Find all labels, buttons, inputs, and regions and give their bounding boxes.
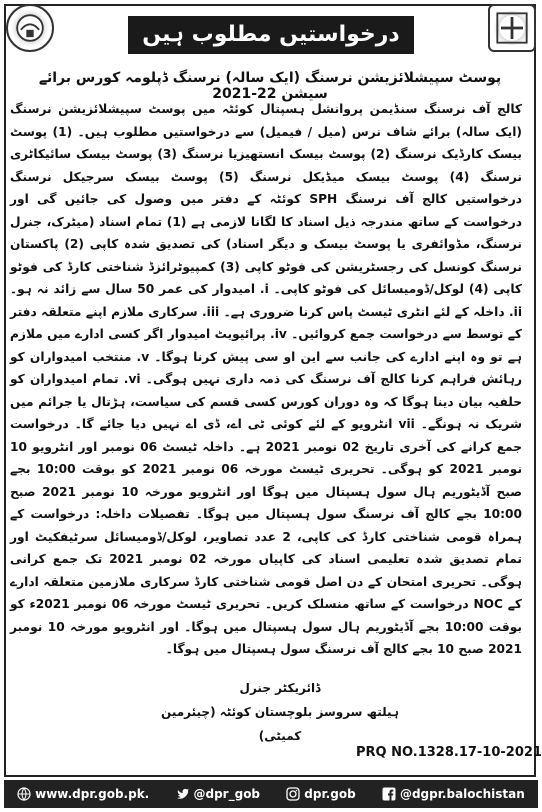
advertisement-body xyxy=(10,98,522,661)
body-paragraph: کالج آف نرسنگ سنڈیمن پروانشل ہسپتال کوئٹہ میں پوسٹ سپیشلائزیشن نرسنگ (ایک سالہ) برائے شاف نرس (میل / فیمیل) سے درخواستیں مطلوب ہیں۔ (1) پوسٹ بیسک کارڈیک نرسنگ (2) پوسٹ بیسک انستھیزیا نرسنگ (3) پوسٹ بیسک سائیکاٹری نرسنگ (4) پوسٹ بیسک میڈیکل نرسنگ (5) پوسٹ بیسک سرجیکل نرسنگ درخواستیں کالج آف نرسنگ SPH کوئٹہ کے دفتر میں وصول کی جائیں گی اور درخواست کے ساتھ مندرجہ ذیل اسناد کا لگانا لازمی ہے (1) تمام اسناد (میٹرک، جنرل نرسنگ، مڈوائفری یا پوسٹ بیسک و دیگر اسناد) کی تصدیق شدہ کاپی (2) پاکستان نرسنگ کونسل کی رجسٹریشن کی فوٹو کاپی (3) کمپیوٹرائزڈ شناختی کارڈ کی فوٹو کاپی (4) لوکل/ڈومیسائل کی فوٹو کاپی۔ i. امیدوار کی عمر 50 سال سے زائد نہ ہو۔ ii. داخلہ کے لئے انٹری ٹیسٹ پاس کرنا ضروری ہے۔ iii. سرکاری ملازم اپنے متعلقہ دفتر کے توسط سے درخواست جمع کروائیں۔ iv. پرائیویٹ امیدوار اگر کسی ادارے میں ملازم ہے تو وہ اپنے ادارے کی جانب سے این او سی پیش کرنا ہوگا۔ v. منتخب امیدواران کو رہائش فراہم کرنا کالج آف نرسنگ کی ذمہ داری نہیں ہوگی۔ vi. تمام امیدواران کو حلفیہ بیان دینا ہوگا کہ وہ دوران کورس کسی قسم کی سیاست، ہڑتال یا جرائم میں شریک نہ ہونگے۔ vii انٹرویو کے لئے کوئی ٹی اے، ڈی اے نہیں دیا جائے گا۔ درخواست جمع کرانے کی آخری تاریخ 02 نومبر 2021 ہے۔ داخلہ ٹیسٹ 06 نومبر اور انٹرویو 10 نومبر 2021 کو ہوگی۔ تحریری ٹیسٹ مورخہ 06 نومبر 2021 کو بوقت 10:00 بجے صبح آڈیٹوریم ہال سول ہسپتال میں ہوگا اور انٹرویو مورخہ 10 نومبر 2021 صبح 10:00 بجے کالج آف نرسنگ سول ہسپتال میں ہوگا۔ تفصیلات داخلہ: درخواست کے ہمراہ قومی شناختی کارڈ کی کاپی، 2 عدد تصاویر، لوکل/ڈومیسائل سرٹیفکیٹ اور تمام تصدیق شدہ تعلیمی اسناد کی کاپیاں مورخہ 02 نومبر 2021 تک جمع کرانی ہوگی۔ تحریری امتحان کے دن اصل قومی شناختی کارڈ سرکاری ملازمین متعلقہ ادارے کے NOC درخواست کے ساتھ منسلک کریں۔ تحریری ٹیسٹ مورخہ 06 نومبر 2021ء کو بوقت 10:00 بجے آڈیٹوریم ہال سول ہسپتال میں ہوگا۔ اور انٹرویو مورخہ 10 نومبر 2021 صبح 10 بجے کالج آف نرسنگ سول ہسپتال میں ہوگا۔ xyxy=(10,102,523,656)
instagram-icon xyxy=(286,787,300,801)
twitter-icon xyxy=(176,787,190,801)
prq-number: PRQ NO.1328.17-10-2021 xyxy=(356,745,542,760)
footer-website[interactable] xyxy=(17,787,149,801)
signatory-title: ڈائریکٹر جنرل xyxy=(239,681,321,695)
course-subtitle: پوسٹ سپیشلائزیشن نرسنگ (ایک سالہ) نرسنگ ڈپلومہ کورس برائے سیشن 22-2021 xyxy=(38,70,502,102)
health-department-logo xyxy=(488,4,536,52)
signature-block xyxy=(150,676,410,748)
twitter-handle: @dpr_gob xyxy=(193,787,261,801)
footer-bar xyxy=(4,780,538,808)
facebook-icon xyxy=(382,787,396,801)
website-text: www.dpr.gob.pk. xyxy=(35,787,150,801)
footer-twitter[interactable] xyxy=(176,787,261,801)
page-title: درخواستیں مطلوب ہیں xyxy=(128,16,414,54)
globe-icon xyxy=(17,787,31,801)
government-seal-logo xyxy=(6,4,54,52)
footer-facebook[interactable] xyxy=(382,787,525,801)
facebook-handle: @dgpr.balochistan xyxy=(399,787,525,801)
footer-instagram[interactable] xyxy=(286,787,355,801)
signatory-department: ہیلتھ سروسز بلوچستان کوئٹہ (چیئرمین کمیٹی) xyxy=(161,705,399,743)
instagram-handle: dpr.gob xyxy=(304,787,356,801)
